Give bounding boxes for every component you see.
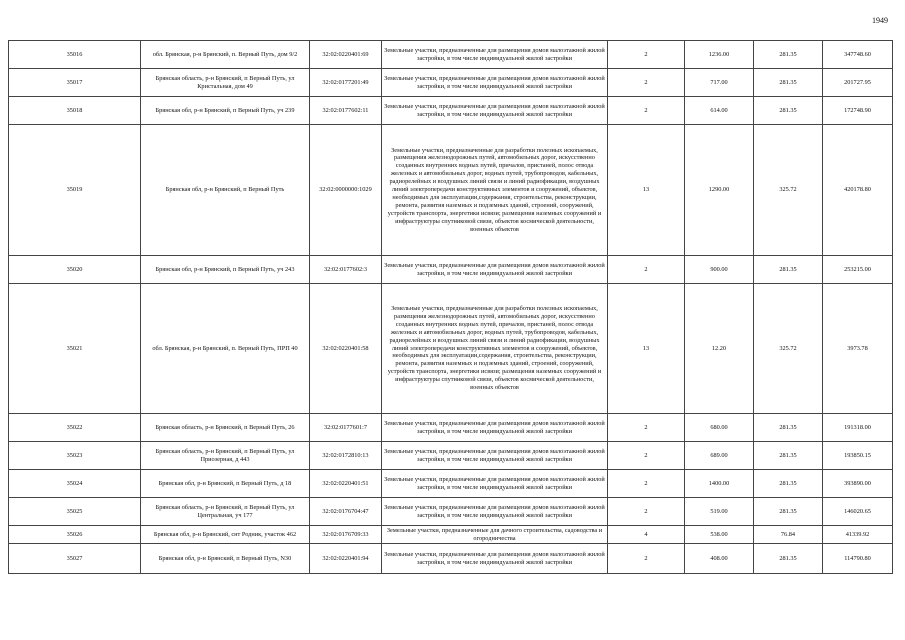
- table-row: [9, 498, 893, 526]
- land-category-cell: Земельные участки, предназначенные для разработки полезных ископаемых, размещения железнодорожных путей, автомобильных дорог, искусственно созданных внутренних водных путей, причалов, пристаней, полос отвода железных и автомобильных дорог, водных путей, трубопроводов, кабельных, радиорелейных и воздушных линий связи и линий радиофикации, воздушных линий электропередачи конструктивных элементов и сооружений, объектов, необходимых для эксплуатации,содержания, строительства, реконструкции, ремонта, развития наземных и подземных зданий, строений, сооружений, устройств транспорта, энергетики исвязи; размещения наземных сооружений и инфраструктуры спутниковой связи, объектов космической деятельности, военных объектов: [382, 284, 608, 414]
- address-cell: обл. Брянская, р-н Брянский, п. Верный Путь, ПРП 40: [141, 284, 310, 414]
- rate-cell: 325.72: [754, 284, 823, 414]
- rate-cell: 281.35: [754, 414, 823, 442]
- area-cell: 12.20: [685, 284, 754, 414]
- cost-cell: 146020.65: [823, 498, 893, 526]
- row-number: 35017: [9, 69, 141, 97]
- rate-cell: 281.35: [754, 442, 823, 470]
- table-row: [9, 125, 893, 256]
- land-category-cell: Земельные участки, предназначенные для размещения домов малоэтажной жилой застройки, в том числе индивидуальной жилой застройки: [382, 442, 608, 470]
- cadastral-number-cell: 32:02:0172810:13: [310, 442, 382, 470]
- land-category-cell: Земельные участки, предназначенные для разработки полезных ископаемых, размещения железнодорожных путей, автомобильных дорог, искусственно созданных внутренних водных путей, причалов, пристаней, полос отвода железных и автомобильных дорог, водных путей, трубопроводов, кабельных, радиорелейных и воздушных линий связи и линий радиофикации, воздушных линий электропередачи конструктивных элементов и сооружений, объектов, необходимых для эксплуатации,содержания, строительства, реконструкции, ремонта, развития наземных и подземных зданий, строений, сооружений, устройств транспорта, энергетики исвязи; размещения наземных сооружений и инфраструктуры спутниковой связи, объектов космической деятельности, военных объектов: [382, 125, 608, 256]
- area-cell: 1236.00: [685, 41, 754, 69]
- land-category-cell: Земельные участки, предназначенные для размещения домов малоэтажной жилой застройки, в том числе индивидуальной жилой застройки: [382, 256, 608, 284]
- cost-cell: 191318.00: [823, 414, 893, 442]
- land-category-cell: Земельные участки, предназначенные для размещения домов малоэтажной жилой застройки, в том числе индивидуальной жилой застройки: [382, 69, 608, 97]
- cost-cell: 172748.90: [823, 97, 893, 125]
- cadastral-number-cell: 32:02:0177602:3: [310, 256, 382, 284]
- cadastral-number-cell: 32:02:0220401:58: [310, 284, 382, 414]
- row-number: 35019: [9, 125, 141, 256]
- cadastral-number-cell: 32:02:0000000:1029: [310, 125, 382, 256]
- row-number: 35027: [9, 544, 141, 574]
- address-cell: Брянская обл, р-н Брянский, п Верный Путь: [141, 125, 310, 256]
- group-cell: 2: [608, 498, 685, 526]
- row-number: 35024: [9, 470, 141, 498]
- group-cell: 2: [608, 41, 685, 69]
- area-cell: 717.00: [685, 69, 754, 97]
- address-cell: Брянская обл, р-н Брянский, п Верный Путь, N30: [141, 544, 310, 574]
- table-row: [9, 256, 893, 284]
- cadastral-number-cell: 32:02:0176709:33: [310, 526, 382, 544]
- address-cell: Брянская область, р-н Брянский, п Верный Путь, ул Кристальная, дом 49: [141, 69, 310, 97]
- area-cell: 614.00: [685, 97, 754, 125]
- group-cell: 4: [608, 526, 685, 544]
- cost-cell: 253215.00: [823, 256, 893, 284]
- row-number: 35018: [9, 97, 141, 125]
- area-cell: 408.00: [685, 544, 754, 574]
- row-number: 35021: [9, 284, 141, 414]
- cadastral-number-cell: 32:02:0176704:47: [310, 498, 382, 526]
- group-cell: 2: [608, 69, 685, 97]
- rate-cell: 76.84: [754, 526, 823, 544]
- cadastral-number-cell: 32:02:0220401:51: [310, 470, 382, 498]
- area-cell: 900.00: [685, 256, 754, 284]
- address-cell: Брянская обл, р-н Брянский, п Верный Путь, д 18: [141, 470, 310, 498]
- rate-cell: 281.35: [754, 41, 823, 69]
- rate-cell: 281.35: [754, 256, 823, 284]
- table-row: [9, 544, 893, 574]
- address-cell: Брянская обл, р-н Брянский, снт Родник, участок 462: [141, 526, 310, 544]
- row-number: 35026: [9, 526, 141, 544]
- cost-cell: 201727.95: [823, 69, 893, 97]
- row-number: 35020: [9, 256, 141, 284]
- table-row: [9, 442, 893, 470]
- cadastral-number-cell: 32:02:0177201:49: [310, 69, 382, 97]
- land-registry-table: [8, 40, 893, 574]
- address-cell: Брянская область, р-н Брянский, п Верный Путь, ул Центральная, уч 177: [141, 498, 310, 526]
- group-cell: 13: [608, 125, 685, 256]
- cost-cell: 347748.60: [823, 41, 893, 69]
- area-cell: 1290.00: [685, 125, 754, 256]
- cost-cell: 420178.80: [823, 125, 893, 256]
- table-row: [9, 41, 893, 69]
- table-row: [9, 284, 893, 414]
- group-cell: 13: [608, 284, 685, 414]
- address-cell: Брянская область, р-н Брянский, п Верный Путь, 26: [141, 414, 310, 442]
- land-category-cell: Земельные участки, предназначенные для размещения домов малоэтажной жилой застройки, в том числе индивидуальной жилой застройки: [382, 544, 608, 574]
- row-number: 35025: [9, 498, 141, 526]
- cadastral-number-cell: 32:02:0177601:7: [310, 414, 382, 442]
- table-row: [9, 470, 893, 498]
- cost-cell: 114790.80: [823, 544, 893, 574]
- rate-cell: 281.35: [754, 69, 823, 97]
- group-cell: 2: [608, 256, 685, 284]
- address-cell: Брянская обл, р-н Брянский, п Верный Путь, уч 243: [141, 256, 310, 284]
- cadastral-number-cell: 32:02:0177602:11: [310, 97, 382, 125]
- row-number: 35022: [9, 414, 141, 442]
- cadastral-number-cell: 32:02:0220401:69: [310, 41, 382, 69]
- address-cell: Брянская область, р-н Брянский, п Верный Путь, ул Приозерная, д 443: [141, 442, 310, 470]
- area-cell: 538.00: [685, 526, 754, 544]
- cost-cell: 41339.92: [823, 526, 893, 544]
- cadastral-number-cell: 32:02:0220401:94: [310, 544, 382, 574]
- row-number: 35023: [9, 442, 141, 470]
- rate-cell: 281.35: [754, 470, 823, 498]
- rate-cell: 325.72: [754, 125, 823, 256]
- group-cell: 2: [608, 470, 685, 498]
- land-category-cell: Земельные участки, предназначенные для размещения домов малоэтажной жилой застройки, в том числе индивидуальной жилой застройки: [382, 414, 608, 442]
- area-cell: 519.00: [685, 498, 754, 526]
- table-row: [9, 414, 893, 442]
- land-category-cell: Земельные участки, предназначенные для размещения домов малоэтажной жилой застройки, в том числе индивидуальной жилой застройки: [382, 41, 608, 69]
- table-row: [9, 526, 893, 544]
- cost-cell: 193850.15: [823, 442, 893, 470]
- table-row: [9, 69, 893, 97]
- rate-cell: 281.35: [754, 97, 823, 125]
- page-number: 1949: [872, 16, 888, 25]
- address-cell: Брянская обл, р-н Брянский, п Верный Путь, уч 239: [141, 97, 310, 125]
- address-cell: обл. Брянская, р-н Брянский, п. Верный Путь, дом 9/2: [141, 41, 310, 69]
- cost-cell: 3973.78: [823, 284, 893, 414]
- land-category-cell: Земельные участки, предназначенные для дачного строительства, садоводства и огородничества: [382, 526, 608, 544]
- land-category-cell: Земельные участки, предназначенные для размещения домов малоэтажной жилой застройки, в том числе индивидуальной жилой застройки: [382, 470, 608, 498]
- land-category-cell: Земельные участки, предназначенные для размещения домов малоэтажной жилой застройки, в том числе индивидуальной жилой застройки: [382, 498, 608, 526]
- area-cell: 689.00: [685, 442, 754, 470]
- table-row: [9, 97, 893, 125]
- group-cell: 2: [608, 414, 685, 442]
- land-category-cell: Земельные участки, предназначенные для размещения домов малоэтажной жилой застройки, в том числе индивидуальной жилой застройки: [382, 97, 608, 125]
- group-cell: 2: [608, 544, 685, 574]
- row-number: 35016: [9, 41, 141, 69]
- cost-cell: 393890.00: [823, 470, 893, 498]
- area-cell: 680.00: [685, 414, 754, 442]
- group-cell: 2: [608, 97, 685, 125]
- rate-cell: 281.35: [754, 498, 823, 526]
- area-cell: 1400.00: [685, 470, 754, 498]
- group-cell: 2: [608, 442, 685, 470]
- rate-cell: 281.35: [754, 544, 823, 574]
